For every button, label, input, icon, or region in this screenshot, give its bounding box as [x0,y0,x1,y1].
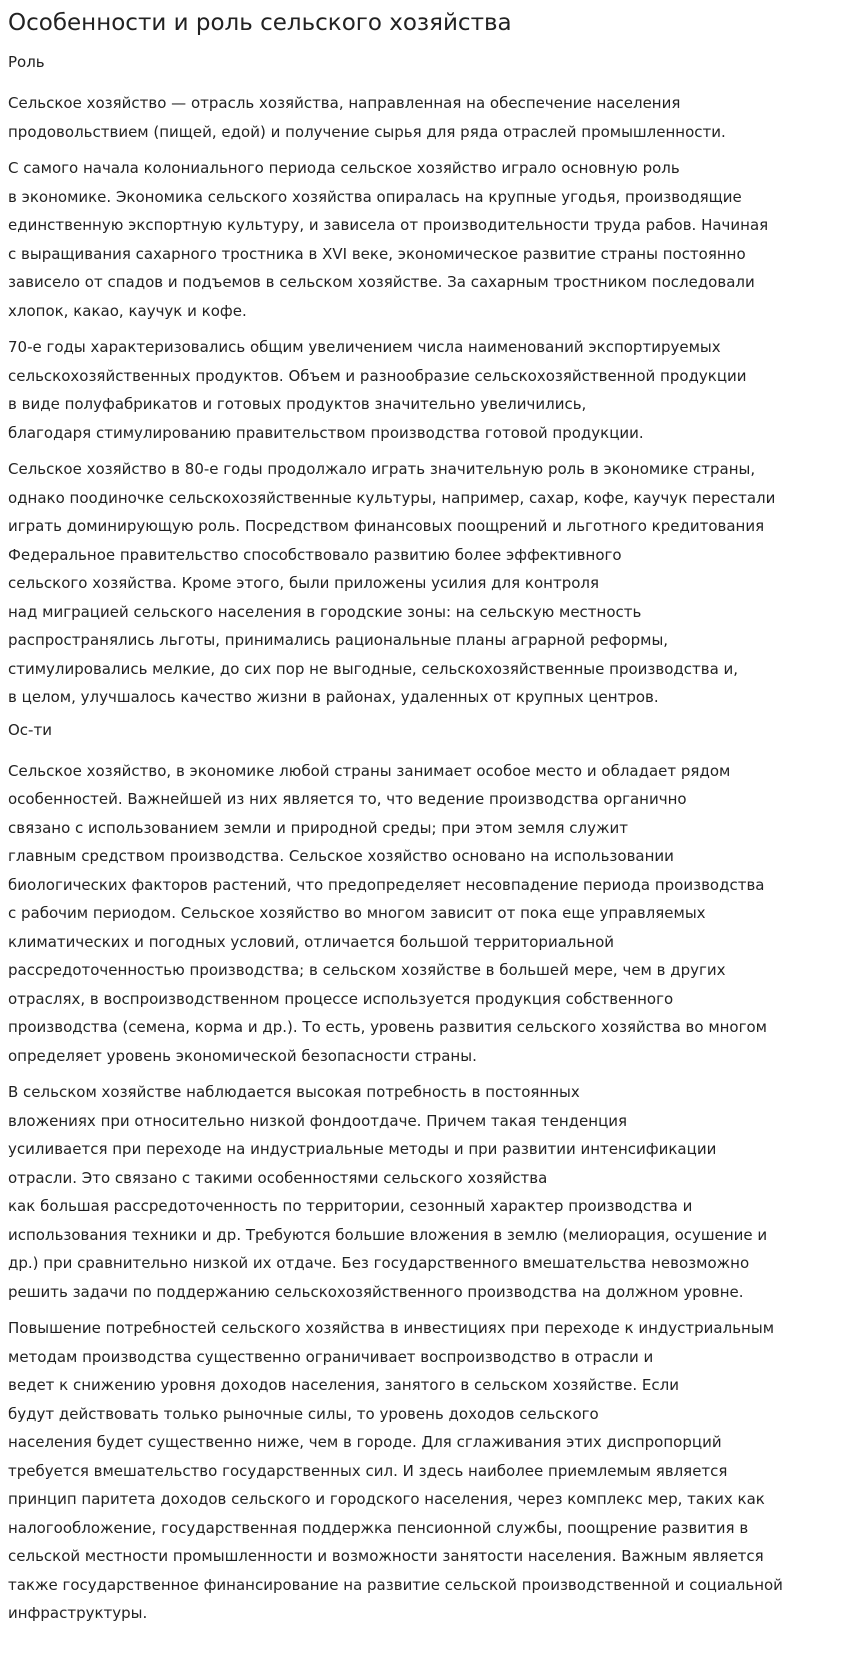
paragraph: Повышение потребностей сельского хозяйства в инвестициях при переходе к индустриальным методам производства существенно ограничивает воспроизводство в отрасли и ведет к снижению уровня доходов населения, занятого в сельском хозяйстве. Если будут действовать только рыночные силы, то уровень доходов сельского населения будет существенно ниже, чем в городе. Для сглаживания этих диспропорций требуется вмешательство государственных сил. И здесь наиболее приемлемым является принцип паритета доходов сельского и городского населения, через комплекс мер, таких как налогообложение, государственная поддержка пенсионной службы, поощрение развития в сельской местности промышленности и возможности занятости населения. Важным является также государственное финансирование на развитие сельской производственной и социальной инфраструктуры. [8,1319,783,1622]
section-features [8,720,839,1628]
paragraph: В сельском хозяйстве наблюдается высокая потребность в постоянных вложениях при относительно низкой фондоотдаче. Причем такая тенденция усиливается при переходе на индустриальные методы и при развитии интенсификации отрасли. Это связано с такими особенностями сельского хозяйства как большая рассредоточенность по территории, сезонный характер производства и использования техники и др. Требуются большие вложения в землю (мелиорация, осушение и др.) при сравнительно низкой их отдаче. Без государственного вмешательства невозможно решить задачи по поддержанию сельскохозяйственного производства на должном уровне. [8,1083,768,1301]
paragraph: Сельское хозяйство, в экономике любой страны занимает особое место и обладает рядом особенностей. Важнейшей из них является то, что ведение производства органично связано с использованием земли и природной среды; при этом земля служит главным средством производства. Сельское хозяйство основано на использовании биологических факторов растений, что предопределяет несовпадение периода производства с рабочим периодом. Сельское хозяйство во многом зависит от пока еще управляемых климатических и погодных условий, отличается большой территориальной рассредоточенностью производства; в сельском хозяйстве в большей мере, чем в других отраслях, в воспроизводственном процессе используется продукция собственного производства (семена, корма и др.). То есть, уровень развития сельского хозяйства во многом определяет уровень экономической безопасности страны. [8,761,767,1065]
section-role [8,52,839,712]
section-heading: Ос-ти [8,720,52,739]
paragraph: С самого начала колониального периода сельское хозяйство играло основную роль в экономике. Экономика сельского хозяйства опиралась на крупные угодья, производящие единственную экспортную культуру, и зависела от производительности труда рабов. Начиная с выращивания сахарного тростника в XVI веке, экономическое развитие страны постоянно зависело от спадов и подъемов в сельском хозяйстве. За сахарным тростником последовали хлопок, какао, каучук и кофе. [8,159,769,320]
paragraph: 70-е годы характеризовались общим увеличением числа наименований экспортируемых сельскохозяйственных продуктов. Объем и разнообразие сельскохозяйственной продукции в виде полуфабрикатов и готовых продуктов значительно увеличились, благодаря стимулированию правительством производства готовой продукции. [8,338,747,442]
section-heading: Роль [8,53,45,71]
page-title: Особенности и роль сельского хозяйства [8,10,512,36]
paragraph: Сельское хозяйство в 80-е годы продолжало играть значительную роль в экономике страны, однако поодиночке сельскохозяйственные культуры, например, сахар, кофе, каучук перестали играть доминирующую роль. Посредством финансовых поощрений и льготного кредитования Федеральное правительство способствовало развитию более эффективного сельского хозяйства. Кроме этого, были приложены усилия для контроля над миграцией сельского населения в городские зоны: на сельскую местность распространялись льготы, принимались рациональные планы аграрной реформы, стимулировались мелкие, до сих пор не выгодные, сельскохозяйственные производства и, в целом, улучшалось качество жизни в районах, удаленных от крупных центров. [8,460,776,706]
paragraph: Сельское хозяйство — отрасль хозяйства, направленная на обеспечение населения продовольствием (пищей, едой) и получение сырья для ряда отраслей промышленности. [8,94,726,141]
